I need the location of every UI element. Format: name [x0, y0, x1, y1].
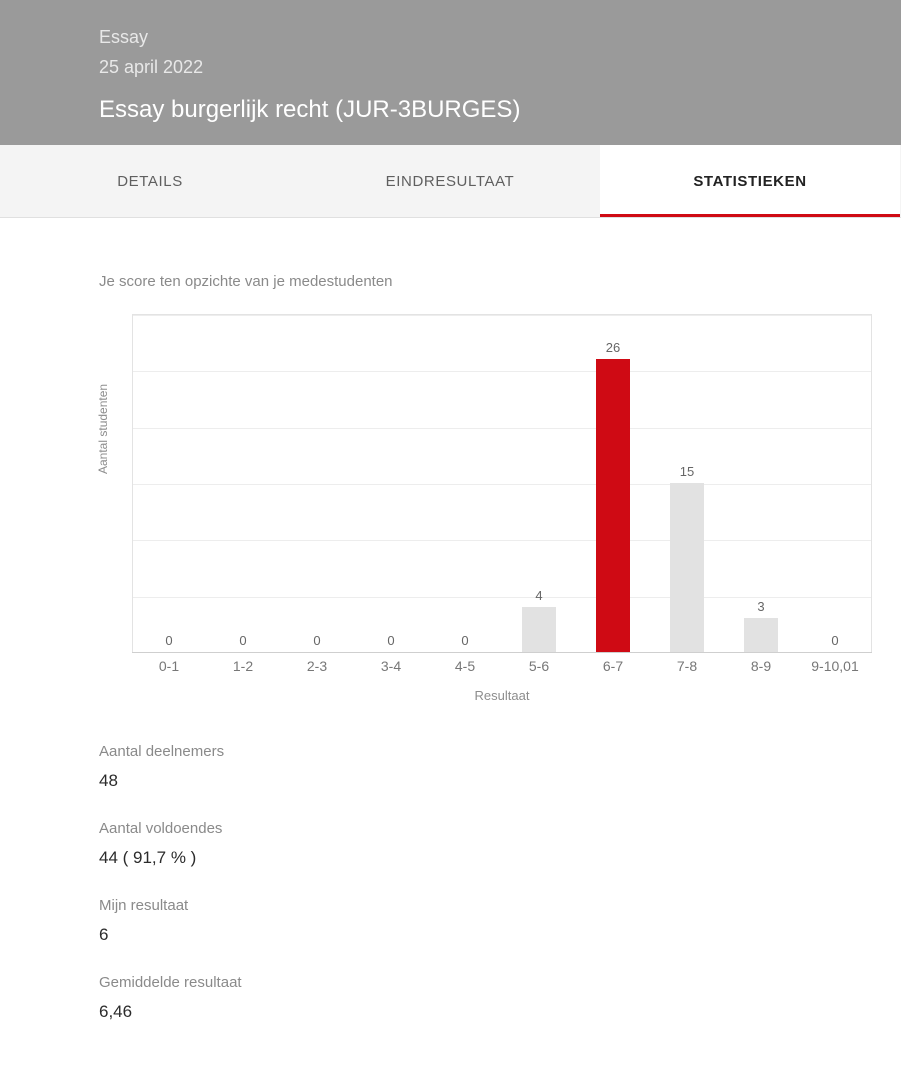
assignment-header [0, 0, 901, 145]
chart-x-tick-labels [132, 658, 872, 674]
chart-bar-value-label: 15 [679, 464, 695, 479]
stat-row [99, 894, 901, 949]
stat-label: Gemiddelde resultaat [99, 974, 242, 991]
chart-bar-highlighted [596, 359, 630, 652]
chart-bar-value-label: 0 [165, 633, 173, 648]
chart-x-tick: 1-2 [232, 658, 254, 674]
chart-x-tick: 6-7 [602, 658, 624, 674]
chart-bar-value-label: 0 [461, 633, 469, 648]
chart-bar-value-label: 0 [239, 633, 247, 648]
tab-details-label: DETAILS [117, 172, 183, 190]
chart-bar-column [428, 314, 502, 652]
chart-bar-value-label: 0 [313, 633, 321, 648]
chart-bar-value-label: 0 [387, 633, 395, 648]
stat-row [99, 817, 901, 872]
tab-details[interactable] [0, 145, 300, 217]
chart-x-axis-label: Resultaat [474, 688, 530, 703]
chart-bar-column [650, 314, 724, 652]
chart-bar-column [280, 314, 354, 652]
tab-eindresultaat[interactable] [300, 145, 600, 217]
chart-bar-value-label: 4 [535, 587, 543, 603]
chart-bar-column [354, 314, 428, 652]
score-distribution-chart [0, 314, 901, 734]
chart-title: Je score ten opzichte van je medestudenten [99, 273, 393, 290]
chart-x-tick: 0-1 [158, 658, 180, 674]
tab-statistieken-label: STATISTIEKEN [693, 172, 807, 190]
chart-bar-column [724, 314, 798, 652]
chart-bar [670, 483, 704, 652]
chart-x-tick: 9-10,01 [811, 658, 859, 674]
chart-x-tick: 8-9 [750, 658, 772, 674]
chart-x-tick: 3-4 [380, 658, 402, 674]
chart-bar-column [502, 314, 576, 652]
chart-x-tick: 4-5 [454, 658, 476, 674]
stat-value: 48 [99, 771, 118, 790]
tab-bar [0, 145, 901, 218]
stat-row [99, 971, 901, 1026]
tab-eindresultaat-label: EINDRESULTAAT [385, 172, 515, 190]
chart-x-tick: 5-6 [528, 658, 550, 674]
chart-bar-value-label: 0 [831, 633, 839, 648]
stat-value: 6,46 [99, 1002, 133, 1021]
chart-bar [744, 618, 778, 652]
chart-bar [522, 607, 556, 652]
statistics-content [0, 273, 901, 1026]
stat-row [99, 740, 901, 795]
stat-value: 44 ( 91,7 % ) [99, 848, 197, 867]
chart-bar-value-label: 3 [757, 599, 765, 615]
assignment-kind: Essay [99, 27, 149, 47]
stat-value: 6 [99, 925, 109, 944]
chart-x-tick: 2-3 [306, 658, 328, 674]
stat-label: Aantal voldoendes [99, 820, 223, 837]
tab-statistieken[interactable] [600, 145, 900, 217]
statistics-list [99, 734, 901, 1026]
chart-bar-column [206, 314, 280, 652]
assignment-date: 25 april 2022 [99, 57, 204, 77]
chart-bars [132, 314, 872, 652]
chart-y-axis-label: Aantal studenten [96, 383, 110, 474]
chart-x-axis-line [132, 652, 872, 653]
chart-bar-column [798, 314, 872, 652]
page-title: Essay burgerlijk recht (JUR-3BURGES) [99, 96, 521, 123]
chart-bar-column [132, 314, 206, 652]
chart-bar-value-label: 26 [605, 340, 621, 356]
stat-label: Aantal deelnemers [99, 743, 225, 760]
chart-bar-column [576, 314, 650, 652]
chart-x-tick: 7-8 [676, 658, 698, 674]
stat-label: Mijn resultaat [99, 897, 189, 914]
